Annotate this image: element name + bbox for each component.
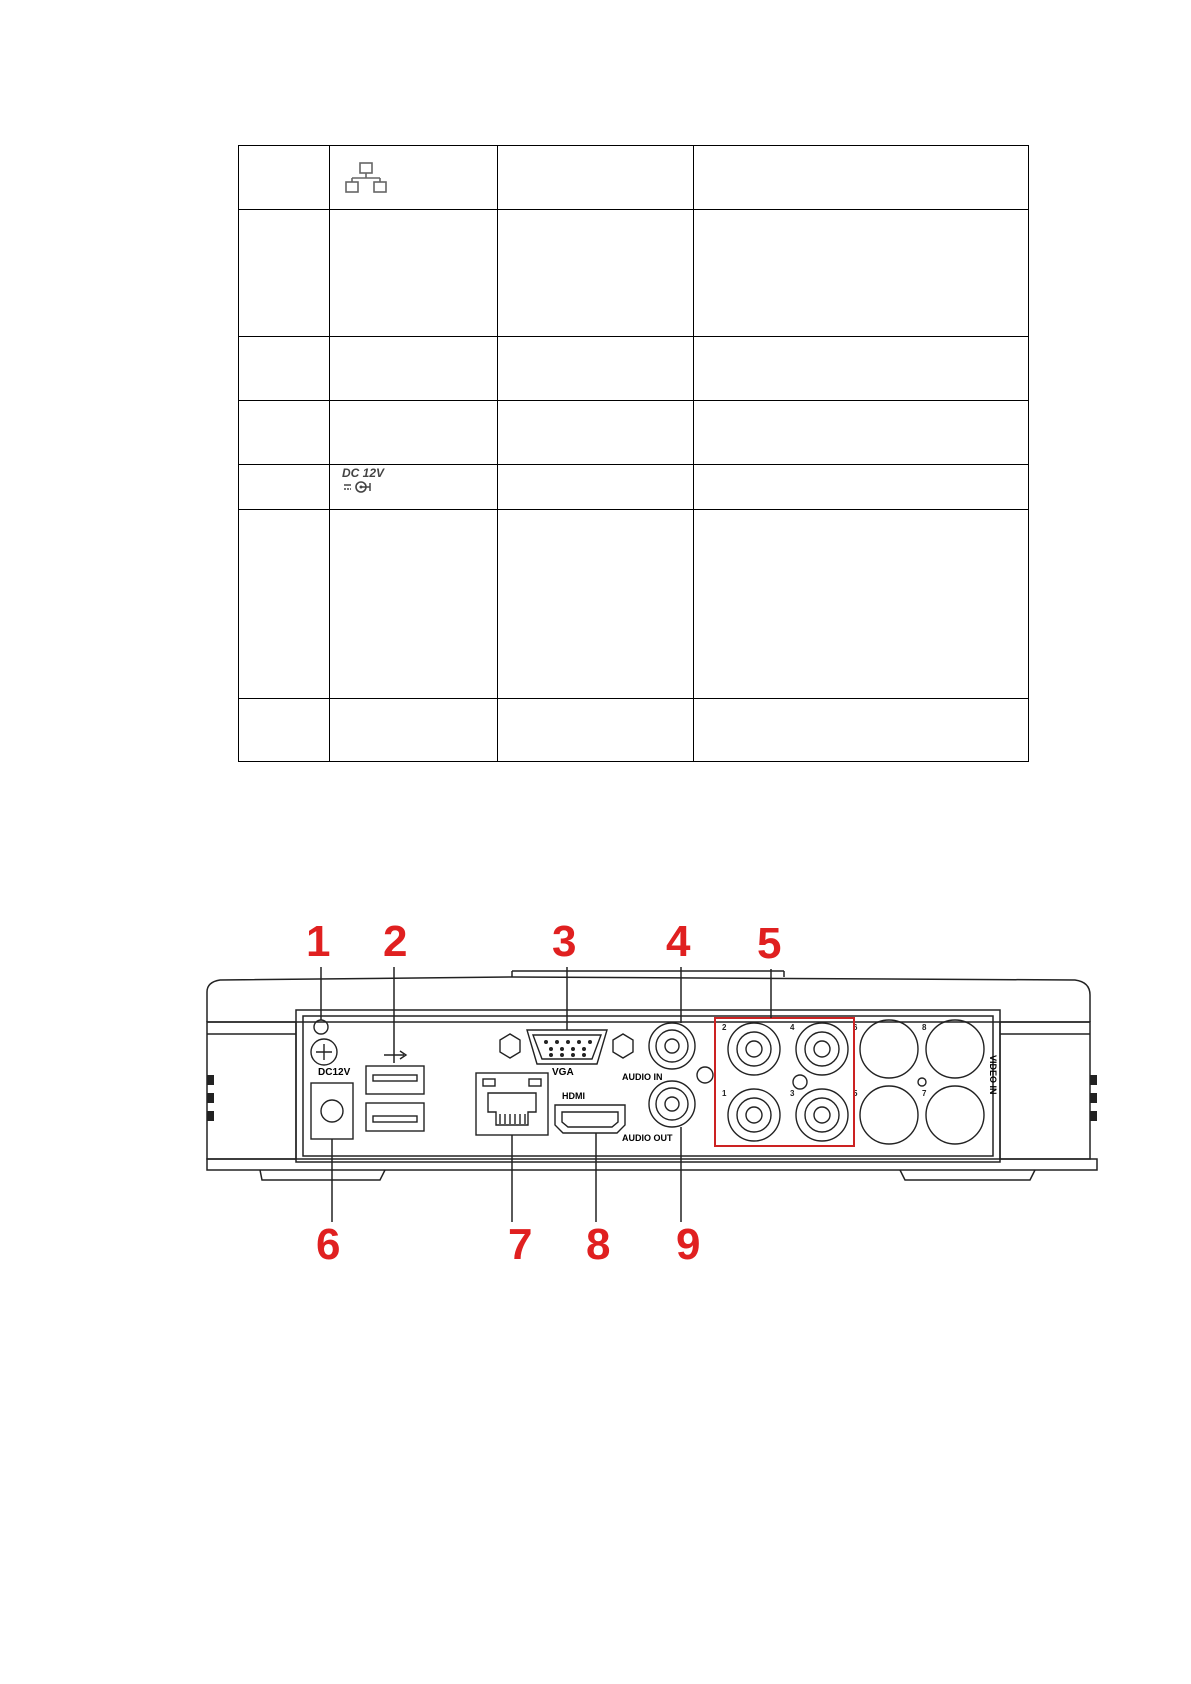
table-row [239, 337, 1029, 401]
callout-5: 5 [757, 919, 782, 968]
table-cell [330, 401, 498, 465]
table-cell [694, 510, 1029, 699]
audio-in-label: AUDIO IN [622, 1072, 663, 1082]
table-cell [239, 699, 330, 762]
table-cell [694, 210, 1029, 337]
table-cell [498, 699, 694, 762]
callout-3: 3 [552, 917, 577, 966]
table-cell [694, 401, 1029, 465]
callout-7: 7 [508, 1220, 533, 1269]
table-row [239, 699, 1029, 762]
table-cell [330, 146, 498, 210]
table-cell [498, 465, 694, 510]
dc-icon-label: DC 12V [342, 466, 385, 480]
bnc-number: 2 [722, 1023, 727, 1032]
table-cell [330, 210, 498, 337]
bnc-number: 6 [853, 1023, 858, 1032]
network-icon [344, 162, 388, 194]
callout-8: 8 [586, 1220, 611, 1269]
table-cell [330, 465, 498, 510]
table-cell [498, 337, 694, 401]
audio-out-label: AUDIO OUT [622, 1133, 673, 1143]
bnc-number: 3 [790, 1089, 795, 1098]
table-row [239, 146, 1029, 210]
video-in-label: VIDEO IN [988, 1055, 998, 1095]
port-description-table [238, 145, 1029, 762]
dc-port-label: DC12V [318, 1067, 351, 1078]
table-row [239, 510, 1029, 699]
table-cell [239, 401, 330, 465]
table-cell [694, 337, 1029, 401]
bnc-number: 8 [922, 1023, 927, 1032]
table-cell [239, 337, 330, 401]
bnc-number: 7 [922, 1089, 927, 1098]
bnc-number: 1 [722, 1089, 727, 1098]
table-row [239, 465, 1029, 510]
table-cell [330, 699, 498, 762]
table-row [239, 210, 1029, 337]
table-cell [694, 146, 1029, 210]
callout-9: 9 [676, 1220, 701, 1269]
table-cell [498, 146, 694, 210]
table-cell [498, 510, 694, 699]
callout-6: 6 [316, 1220, 341, 1269]
table-cell [498, 401, 694, 465]
table-cell [239, 146, 330, 210]
bnc-number: 4 [790, 1023, 795, 1032]
callout-4: 4 [666, 917, 691, 966]
callout-1: 1 [306, 917, 331, 966]
dc-power-icon [342, 467, 384, 499]
table-cell [694, 699, 1029, 762]
rear-panel-diagram [200, 915, 1110, 1225]
callout-2: 2 [383, 917, 408, 966]
video-input-highlight [715, 1018, 854, 1146]
table-cell [330, 337, 498, 401]
table-cell [239, 510, 330, 699]
bnc-number: 5 [853, 1089, 858, 1098]
table-cell [498, 210, 694, 337]
table-row [239, 401, 1029, 465]
table-cell [330, 510, 498, 699]
table-cell [239, 210, 330, 337]
table-cell [694, 465, 1029, 510]
table-cell [239, 465, 330, 510]
hdmi-label: HDMI [562, 1091, 585, 1101]
vga-label: VGA [552, 1067, 574, 1078]
